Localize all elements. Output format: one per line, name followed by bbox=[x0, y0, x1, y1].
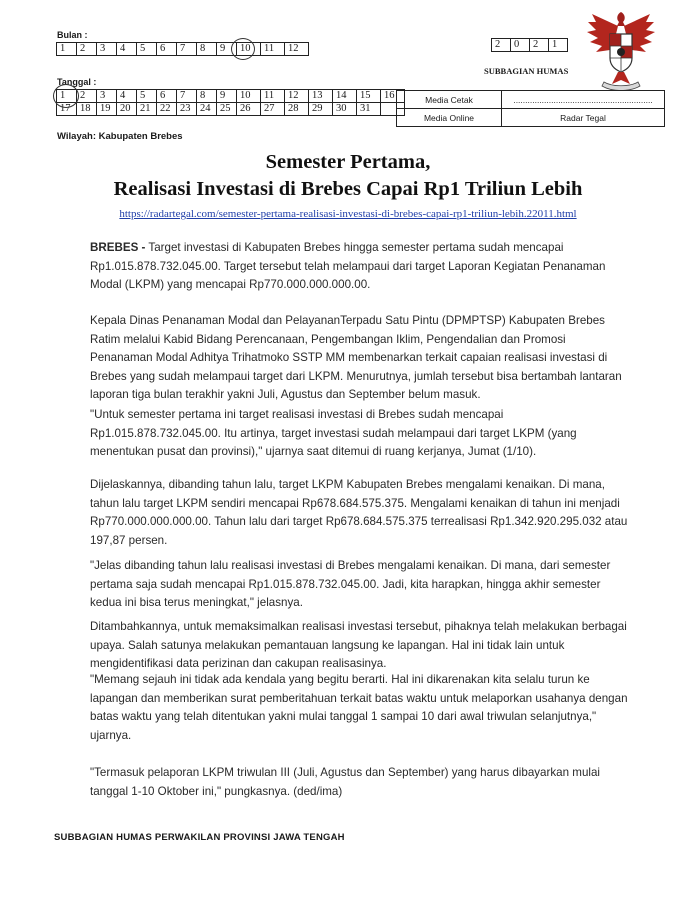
month-cell: 9 bbox=[217, 43, 237, 56]
article-title-line1: Semester Pertama, bbox=[265, 151, 431, 173]
selected-date-circle bbox=[53, 84, 79, 108]
garuda-emblem-icon bbox=[584, 8, 658, 94]
article-paragraph: "Termasuk pelaporan LKPM triwulan III (Juli, Agustus dan September) yang harus dibayarkan mulai tanggal 1-10 Oktober ini," pungkasnya. (ded/ima) bbox=[90, 766, 600, 798]
media-cetak-value: ........................................................... bbox=[502, 91, 665, 109]
date-cell: 19 bbox=[97, 103, 117, 116]
month-cell: 4 bbox=[117, 43, 137, 56]
article-paragraph: Dijelaskannya, dibanding tahun lalu, target LKPM Kabupaten Brebes mengalami kenaikan. Di mana, tahun lalu target LKPM sendiri mencapai Rp678.684.575.375. Mengalami kenaikan di tahun ini menjadi Rp770.000.000.000.00. Tahun lalu dari target Rp678.684.575.375 terrealisasi Rp1.342.920.295.032 atau 197,87 persen. bbox=[90, 478, 628, 547]
month-cell: 3 bbox=[97, 43, 117, 56]
date-cell: 21 bbox=[137, 103, 157, 116]
date-grid bbox=[56, 89, 405, 116]
month-cell: 6 bbox=[157, 43, 177, 56]
date-cell: 2 bbox=[77, 90, 97, 103]
date-cell: 7 bbox=[177, 90, 197, 103]
date-cell: 11 bbox=[261, 90, 285, 103]
date-cell: 4 bbox=[117, 90, 137, 103]
footer-text: SUBBAGIAN HUMAS PERWAKILAN PROVINSI JAWA TENGAH bbox=[54, 832, 345, 843]
year-digit: 1 bbox=[549, 39, 568, 52]
selected-month-circle bbox=[231, 38, 255, 60]
date-cell: 12 bbox=[285, 90, 309, 103]
date-cell: 9 bbox=[217, 90, 237, 103]
month-cell: 11 bbox=[261, 43, 285, 56]
date-cell: 10 bbox=[237, 90, 261, 103]
month-cell: 12 bbox=[285, 43, 309, 56]
month-cell: 2 bbox=[77, 43, 97, 56]
month-cell: 5 bbox=[137, 43, 157, 56]
paragraph-text: Target investasi di Kabupaten Brebes hingga semester pertama sudah mencapai Rp1.015.878.732.045.00. Target tersebut telah melampaui dari target Laporan Kegiatan Penanaman Modal (LKPM) yang mencapai Rp770.000.000.000.00. bbox=[90, 241, 606, 291]
date-cell: 18 bbox=[77, 103, 97, 116]
wilayah-label: Wilayah: Kabupaten Brebes bbox=[57, 131, 183, 142]
date-cell: 26 bbox=[237, 103, 261, 116]
year-grid bbox=[491, 38, 568, 52]
date-cell: 8 bbox=[197, 90, 217, 103]
date-cell: 24 bbox=[197, 103, 217, 116]
article-paragraph: Kepala Dinas Penanaman Modal dan PelayananTerpadu Satu Pintu (DPMPTSP) Kabupaten Brebes Ratim melalui Kabid Bidang Perencanaan, Pengembangan Iklim, Pengendalian dan Promosi Penanaman Modal Adhitya Trihatmoko SSTP MM membenarkan terkait capaian realisasi investasi di Brebes yang sudah melampaui target dari LKPM. Menurutnya, jumlah tersebut bisa bertambah lantaran laporan tiga bulan terakhir yakni Juli, Agustus dan September belum masuk. bbox=[90, 314, 622, 401]
date-cell: 22 bbox=[157, 103, 177, 116]
month-cell: 8 bbox=[197, 43, 217, 56]
media-online-label: Media Online bbox=[397, 109, 502, 127]
date-cell: 15 bbox=[357, 90, 381, 103]
month-grid bbox=[56, 42, 309, 56]
date-cell: 25 bbox=[217, 103, 237, 116]
date-cell: 16 bbox=[381, 90, 405, 103]
article-paragraph: "Jelas dibanding tahun lalu realisasi investasi di Brebes mengalami kenaikan. Di mana, dari semester pertama saja sudah mencapai Rp1.015.878.732.045.00. Jadi, kita harapkan, hingga akhir semester kedua ini bisa terus meningkat," jelasnya. bbox=[90, 559, 611, 609]
date-cell: 13 bbox=[309, 90, 333, 103]
article-paragraph: "Untuk semester pertama ini target realisasi investasi di Brebes sudah mencapai Rp1.015.878.732.045.00. Itu artinya, target investasi sudah melampaui dari target LKPM (yang menentukan pusat dan provinsi)," ujarnya saat ditemui di ruang kerjanya, Jumat (1/10). bbox=[90, 408, 577, 458]
bulan-label: Bulan : bbox=[57, 30, 88, 40]
year-digit: 0 bbox=[511, 39, 530, 52]
year-digit: 2 bbox=[492, 39, 511, 52]
date-cell: 31 bbox=[357, 103, 381, 116]
dateline: BREBES - bbox=[90, 241, 146, 254]
month-cell: 1 bbox=[57, 43, 77, 56]
article-paragraph: Ditambahkannya, untuk memaksimalkan realisasi investasi tersebut, pihaknya telah melakukan berbagai upaya. Salah satunya melakukan pemantauan langsung ke lapangan. Hal ini tidak lain untuk mengidentifikasi data perizinan dan cakupan realisasinya. bbox=[90, 620, 627, 670]
date-cell: 1 bbox=[57, 90, 77, 103]
date-cell: 27 bbox=[261, 103, 285, 116]
date-cell: 29 bbox=[309, 103, 333, 116]
article-title-line2: Realisasi Investasi di Brebes Capai Rp1 Triliun Lebih bbox=[113, 178, 583, 200]
article-paragraph: "Memang sejauh ini tidak ada kendala yang begitu berarti. Hal ini dikarenakan kita selalu turun ke lapangan dan memberikan surat pemberitahuan terkait batas waktu untuk melaporkan usahanya dengan batas waktu yang telah ditentukan yakni mulai tanggal 1 sampai 10 dari awal triwulan selanjutnya," ujarnya. bbox=[90, 673, 628, 742]
subbagian-label: SUBBAGIAN HUMAS bbox=[484, 66, 569, 76]
date-cell: 30 bbox=[333, 103, 357, 116]
date-cell: 14 bbox=[333, 90, 357, 103]
year-digit: 2 bbox=[530, 39, 549, 52]
tanggal-label: Tanggal : bbox=[57, 77, 97, 87]
date-cell: 28 bbox=[285, 103, 309, 116]
date-cell: 5 bbox=[137, 90, 157, 103]
media-table bbox=[396, 90, 665, 127]
date-cell: 20 bbox=[117, 103, 137, 116]
date-cell: 17 bbox=[57, 103, 77, 116]
media-online-value: Radar Tegal bbox=[502, 109, 665, 127]
media-cetak-label: Media Cetak bbox=[397, 91, 502, 109]
date-cell: 3 bbox=[97, 90, 117, 103]
month-cell: 7 bbox=[177, 43, 197, 56]
date-cell: 23 bbox=[177, 103, 197, 116]
month-cell: 10 bbox=[237, 43, 261, 56]
article-url-link[interactable]: https://radartegal.com/semester-pertama-realisasi-investasi-di-brebes-capai-rp1-triliun-lebih.22011.html bbox=[119, 208, 577, 220]
date-cell: 6 bbox=[157, 90, 177, 103]
article-paragraph bbox=[90, 239, 630, 295]
